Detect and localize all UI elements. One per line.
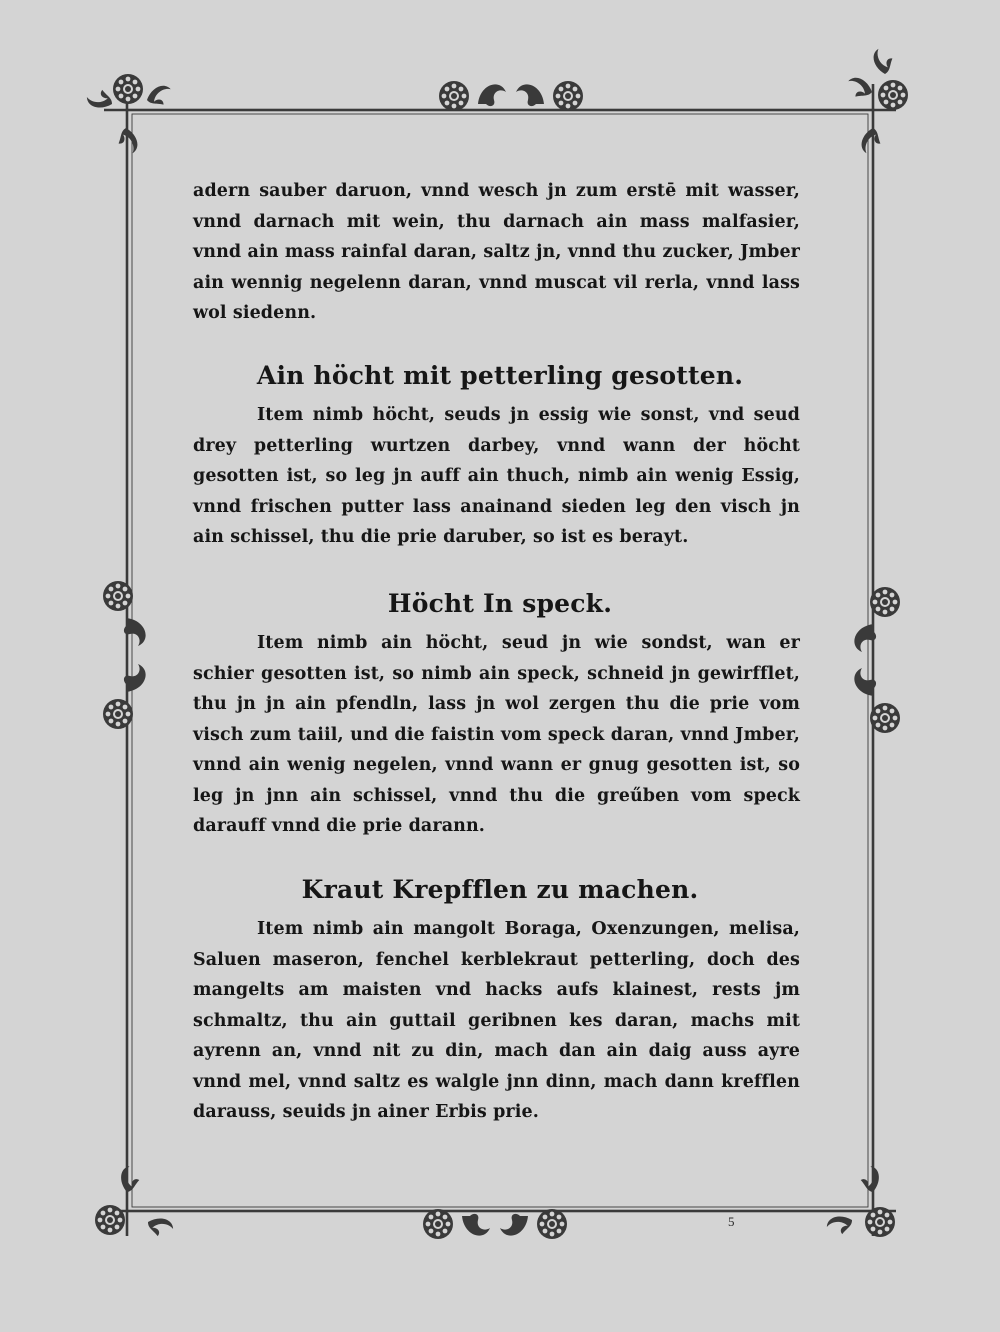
page-number: 5	[728, 1214, 735, 1229]
top-center-ornament	[439, 81, 583, 111]
corner-ornament-bottom-left	[95, 1165, 175, 1240]
paragraph-hecht-petterling: Item nimb höcht, seuds jn essig wie sonst, vnd seud drey petterling wurtzen darbey, vnnd wann der höcht gesotten ist, so leg jn auff ain thuch, nimb ain wenig Essig, vnnd frischen putter lass anainand sieden leg den visch jn ain schissel, thu die prie daruber, so ist es berayt.	[193, 405, 800, 547]
heading-kraut-krepfflen: Kraut Krepfflen zu machen.	[301, 875, 699, 904]
bottom-center-ornament	[423, 1209, 567, 1239]
paragraph-continuation: adern sauber daruon, vnnd wesch jn zum erstē mit wasser, vnnd darnach mit wein, thu darnach ain mass malfasier, vnnd ain mass rainfal daran, saltz jn, vnnd thu zucker, Jmber ain wennig negelenn daran, vnnd muscat vil rerla, vnnd lass wol siedenn.	[193, 181, 800, 323]
paragraph-kraut-krepfflen: Item nimb ain mangolt Boraga, Oxenzungen, melisa, Saluen maseron, fenchel kerblekraut petterling, doch des mangelts am maisten vnd hacks aufs klainest, rests jm schmaltz, thu ain guttail geribnen kes daran, machs mit ayrenn an, vnnd nit zu din, mach dan ain daig auss ayre vnnd mel, vnnd saltz es walgle jnn dinn, mach dann krefflen darauss, seuids jn ainer Erbis prie.	[193, 919, 800, 1122]
heading-hecht-speck: Höcht In speck.	[387, 589, 613, 618]
corner-ornament-top-left	[85, 74, 175, 155]
paragraph-hecht-speck: Item nimb ain höcht, seud jn wie sondst, wan er schier gesotten ist, so nimb ain speck, schneid jn gewirfflet, thu jn jn ain pfendln, lass jn wol zergen thu die prie vom visch zum taiil, und die faistin vom speck daran, vnnd Jmber, vnnd ain wenig negelen, vnnd wann er gnug gesotten ist, so leg jn jnn ain schissel, vnnd thu die greűben vom speck darauff vnnd die prie darann.	[193, 633, 800, 836]
corner-ornament-bottom-right	[825, 1165, 895, 1238]
heading-hecht-petterling: Ain höcht mit petterling gesotten.	[256, 361, 744, 390]
corner-ornament-top-right	[844, 47, 908, 156]
